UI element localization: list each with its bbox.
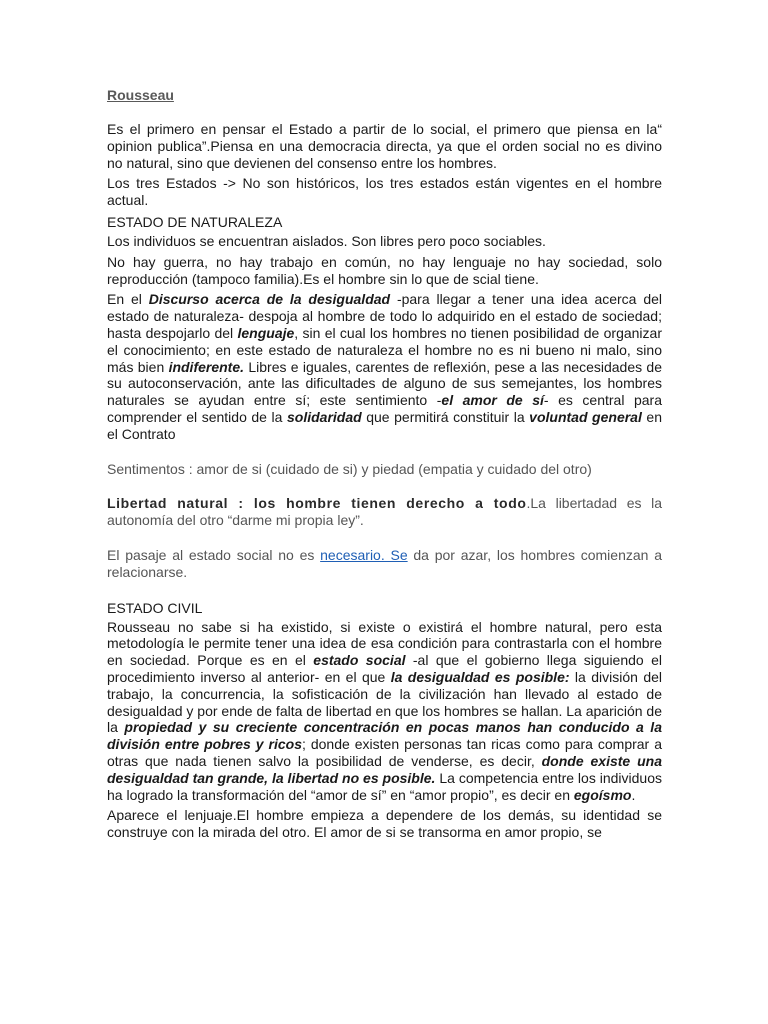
discurso-text-5: - es central para comprender el sentido de la: [107, 392, 662, 425]
heading-estado-naturaleza: ESTADO DE NATURALEZA: [107, 213, 283, 230]
discurso-paragraph: [107, 291, 662, 442]
estado-social-emphasis: estado social: [313, 652, 406, 669]
heading-estado-civil: ESTADO CIVIL: [107, 599, 203, 616]
individuals-paragraph: Los individuos se encuentran aislados. Son libres pero poco sociables.: [107, 232, 546, 249]
lenguaje-emphasis: lenguaje: [237, 324, 295, 341]
civil-text-5: La competencia entre los individuos ha logrado la transformación del “amor de sí” en “amor propio”, es decir en: [107, 769, 663, 803]
pasaje-text-2: da por azar, los hombres comienzan a relacionarse.: [107, 546, 662, 580]
civil-text-3: la división del trabajo, la concurrencia, la sofisticación de la civilización han llevado al estado de desigualdad y por ende de falta de libertad en que los hombres se hallan. La aparición de la: [107, 668, 662, 736]
solidaridad-emphasis: solidaridad: [286, 408, 362, 425]
sentimientos-paragraph: Sentimentos : amor de si (cuidado de si) y piedad (empatia y cuidado del otro): [107, 460, 592, 477]
discurso-text-6: que permitirá constituir la: [361, 408, 530, 425]
discurso-text-4: Libres e iguales, carentes de reflexión, pese a las necesidades de su autoconservación, ante las dificultades de alguno de sus semejantes, los hombres naturales se ayudan entre sí; este sentimiento -: [107, 358, 662, 409]
discurso-title-emphasis: Discurso acerca de la desigualdad: [148, 291, 391, 308]
desigualdad-grande-emphasis: donde existe una desigualdad tan grande, la libertad no es posible.: [107, 752, 662, 786]
pasaje-paragraph: [107, 547, 662, 581]
document-title: Rousseau: [107, 87, 174, 103]
civil-text-2: -al que el gobierno llega siguiendo el procedimiento inverso al anterior- en el que: [107, 652, 662, 685]
no-war-paragraph: No hay guerra, no hay trabajo en común, no hay lenguaje no hay sociedad, solo reproducción (tampoco familia).Es el hombre sin lo que de scial tiene.: [107, 253, 662, 287]
libertad-natural-text: .La libertadad es la autonomía del otro “darme mi propia ley”.: [107, 495, 662, 529]
voluntad-general-emphasis: voluntad general: [529, 408, 642, 425]
civil-text-1: Rousseau no sabe si ha existido, si existe o existirá el hombre natural, pero esta metodología le permite tener una idea de esa condición para contrastarla con el hombre en sociedad. Porque es en el: [107, 618, 662, 669]
discurso-text-1: En el: [107, 291, 149, 308]
three-states-paragraph: Los tres Estados -> No son históricos, los tres estados están vigentes en el hombre actual.: [107, 175, 662, 209]
pasaje-text-1: El pasaje al estado social no es: [107, 546, 321, 563]
intro-paragraph: Es el primero en pensar el Estado a partir de lo social, el primero que piensa en la“ opinion publica”.Piensa en una democracia directa, ya que el orden social no es divino no natural, sino que devienen del consenso entre los hombres.: [107, 121, 662, 171]
civil-text-6: .: [631, 786, 636, 803]
indiferente-emphasis: indiferente.: [168, 358, 245, 375]
lenguaje-paragraph: Aparece el lenjuaje.El hombre empieza a dependere de los demás, su identidad se construye con la mirada del otro. El amor de si se transorma en amor propio, se: [107, 807, 662, 841]
libertad-natural-emphasis: Libertad natural : los hombre tienen derecho a todo: [107, 495, 527, 512]
discurso-text-7: en el Contrato: [107, 408, 662, 442]
civil-text-4: ; donde existen personas tan ricas como para comprar a otras que nada tienen salvo la posibilidad de venderse, es decir,: [107, 736, 662, 769]
amor-de-si-emphasis: el amor de sí: [441, 392, 544, 409]
egoismo-emphasis: egoísmo: [573, 786, 632, 803]
desigualdad-posible-emphasis: la desigualdad es posible:: [390, 668, 570, 685]
estado-civil-paragraph: [107, 619, 662, 804]
necesario-link[interactable]: necesario. Se: [320, 546, 408, 563]
discurso-text-2: -para llegar a tener una idea acerca del estado de naturaleza- despoja al hombre de todo lo adquirido en el estado de sociedad; hasta despojarlo del: [107, 291, 662, 341]
libertad-natural-paragraph: [107, 495, 662, 529]
propiedad-emphasis: propiedad y su creciente concentración en pocas manos han conducido a la división entre pobres y ricos: [107, 719, 662, 753]
discurso-text-3: , sin el cual los hombres no tienen posibilidad de organizar el conocimiento; en este estado de naturaleza el hombre no es ni bueno ni malo, sino más bien: [107, 324, 662, 375]
